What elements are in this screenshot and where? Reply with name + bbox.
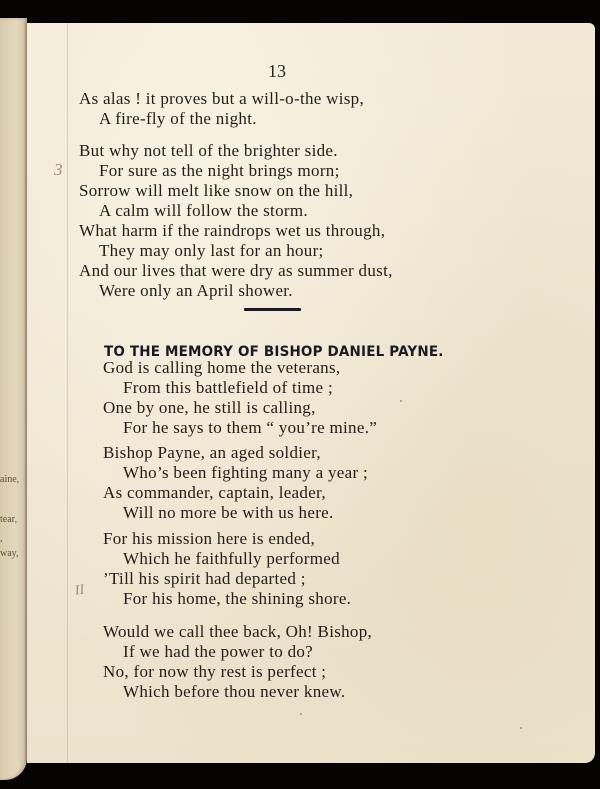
previous-page-fragment: way, <box>0 548 19 559</box>
poem-line: For sure as the night brings morn; <box>99 161 340 180</box>
poem-line: Would we call thee back, Oh! Bishop, <box>103 622 373 641</box>
poem-line: Sorrow will melt like snow on the hill, <box>79 181 354 200</box>
poem-line: Will no more be with us here. <box>123 503 334 522</box>
poem-line: A fire-fly of the night. <box>99 109 257 128</box>
poem-line: A calm will follow the storm. <box>99 201 308 220</box>
poem-line: For his mission here is ended, <box>103 529 316 548</box>
previous-page-fragment: , <box>0 533 3 544</box>
poem-line: For his home, the shining shore. <box>123 589 352 608</box>
previous-page-edge <box>0 18 27 780</box>
book-page <box>27 23 595 763</box>
paper-speck <box>400 400 402 402</box>
poem-line: If we had the power to do? <box>123 642 314 661</box>
previous-page-fragment: tear, <box>0 514 18 525</box>
margin-pencil-note: II <box>73 582 86 599</box>
previous-poem-stanza <box>79 89 364 129</box>
poem-line: They may only last for an hour; <box>99 241 324 260</box>
poem-line: For he says to them “ you’re mine.” <box>123 418 378 437</box>
poem-line: As commander, captain, leader, <box>103 483 326 502</box>
poem-line: Were only an April shower. <box>99 281 293 300</box>
poem-stanza <box>103 443 368 523</box>
poem-line: From this battlefield of time ; <box>123 378 333 397</box>
poem-stanza <box>103 358 377 438</box>
poem-stanza <box>103 529 351 609</box>
gutter-crease <box>67 23 68 763</box>
section-divider <box>244 308 301 311</box>
poem-line: As alas ! it proves but a will-o-the wisp, <box>79 89 365 108</box>
paper-speck <box>300 713 302 715</box>
poem-line: But why not tell of the brighter side. <box>79 141 338 160</box>
poem-line: ’Till his spirit had departed ; <box>103 569 306 588</box>
poem-line: What harm if the raindrops wet us through, <box>79 221 386 240</box>
poem-line: Which before thou never knew. <box>123 682 346 701</box>
poem-line: No, for now thy rest is perfect ; <box>103 662 327 681</box>
poem-line: Who’s been fighting many a year ; <box>123 463 368 482</box>
poem-title: TO THE MEMORY OF BISHOP DANIEL PAYNE. <box>104 344 444 360</box>
poem-line: Bishop Payne, an aged soldier, <box>103 443 321 462</box>
poem-stanza <box>103 622 372 702</box>
poem-line: And our lives that were dry as summer dust, <box>79 261 393 280</box>
page-number: 13 <box>268 61 286 81</box>
poem-line: One by one, he still is calling, <box>103 398 316 417</box>
poem-line: God is calling home the veterans, <box>103 358 341 377</box>
poem-line: Which he faithfully performed <box>123 549 340 568</box>
previous-page-fragment: aine, <box>0 474 20 485</box>
paper-speck <box>520 727 522 729</box>
previous-poem-stanza <box>79 141 393 301</box>
margin-pencil-note: 3 <box>54 160 63 179</box>
